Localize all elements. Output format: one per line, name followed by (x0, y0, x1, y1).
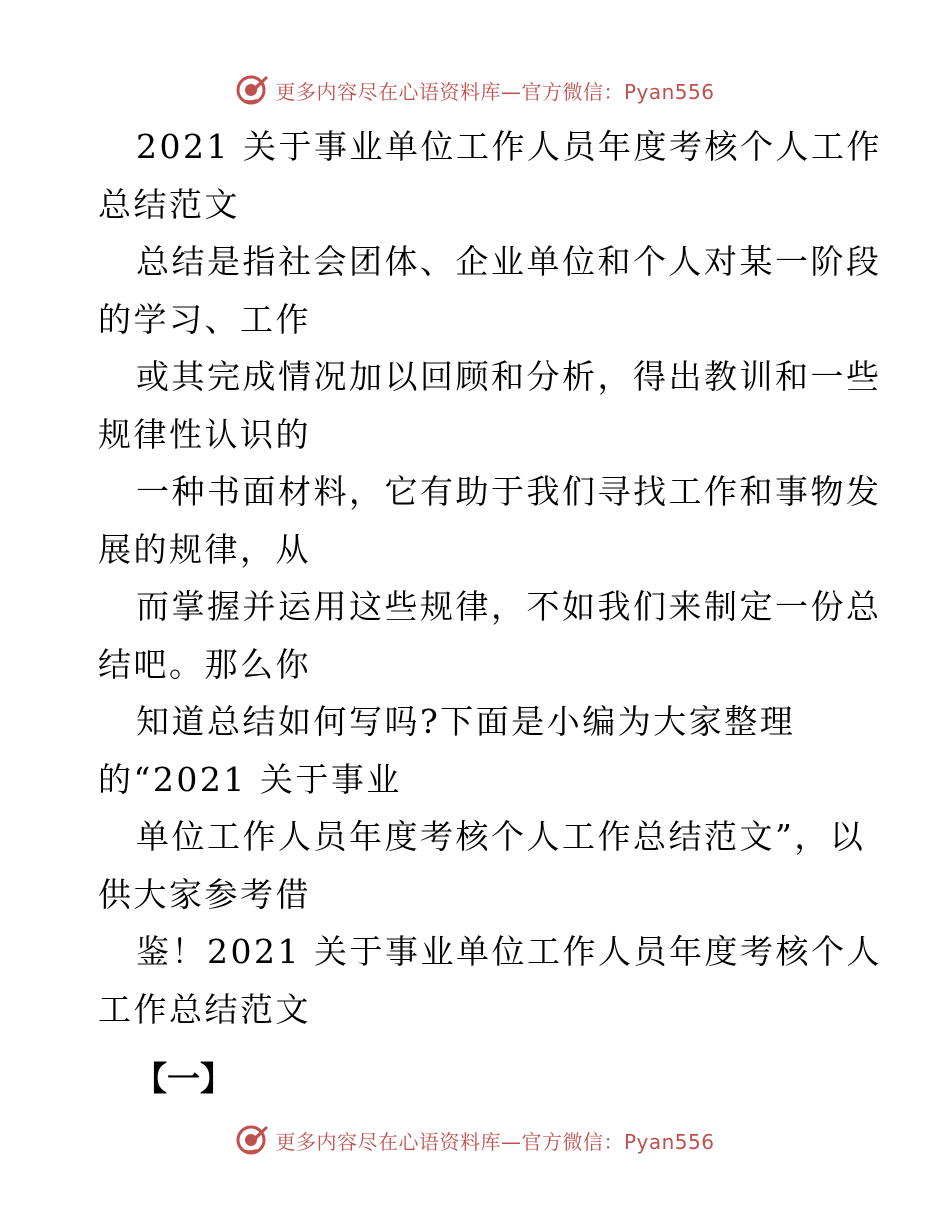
watermark-text: 更多内容尽在心语资料库—官方微信：Pyan556 (275, 1129, 715, 1154)
pen-logo-icon (235, 1123, 269, 1157)
text-line: 2021 关于事业单位工作人员年度考核个人工作 (136, 127, 882, 166)
text-line: 或其完成情况加以回顾和分析，得出教训和一些 (136, 357, 882, 396)
footer-watermark (0, 1120, 950, 1160)
watermark-text: 更多内容尽在心语资料库—官方微信：Pyan556 (275, 79, 715, 104)
text-line: 鉴！2021 关于事业单位工作人员年度考核个人 (136, 932, 882, 971)
text-line: 而掌握并运用这些规律，不如我们来制定一份总 (136, 587, 882, 626)
text-line: 一种书面材料，它有助于我们寻找工作和事物发 (136, 472, 882, 511)
text-line: 展的规律，从 (98, 529, 311, 569)
text-line: 总结是指社会团体、企业单位和个人对某一阶段 (136, 242, 882, 281)
text-line: 的“2021 关于事业 (98, 759, 402, 799)
text-line: 供大家参考借 (98, 874, 311, 914)
header-watermark (0, 70, 950, 110)
text-line: 的学习、工作 (98, 299, 311, 339)
text-line: 知道总结如何写吗?下面是小编为大家整理 (136, 702, 796, 741)
section-marker: 【一】 (134, 1059, 233, 1098)
text-line: 单位工作人员年度考核个人工作总结范文”，以 (136, 817, 866, 856)
document-body (98, 118, 882, 1108)
text-line: 工作总结范文 (98, 989, 311, 1029)
text-line: 总结范文 (98, 184, 240, 224)
text-line: 结吧。那么你 (98, 644, 311, 684)
pen-logo-icon (235, 73, 269, 107)
text-line: 规律性认识的 (98, 414, 311, 454)
